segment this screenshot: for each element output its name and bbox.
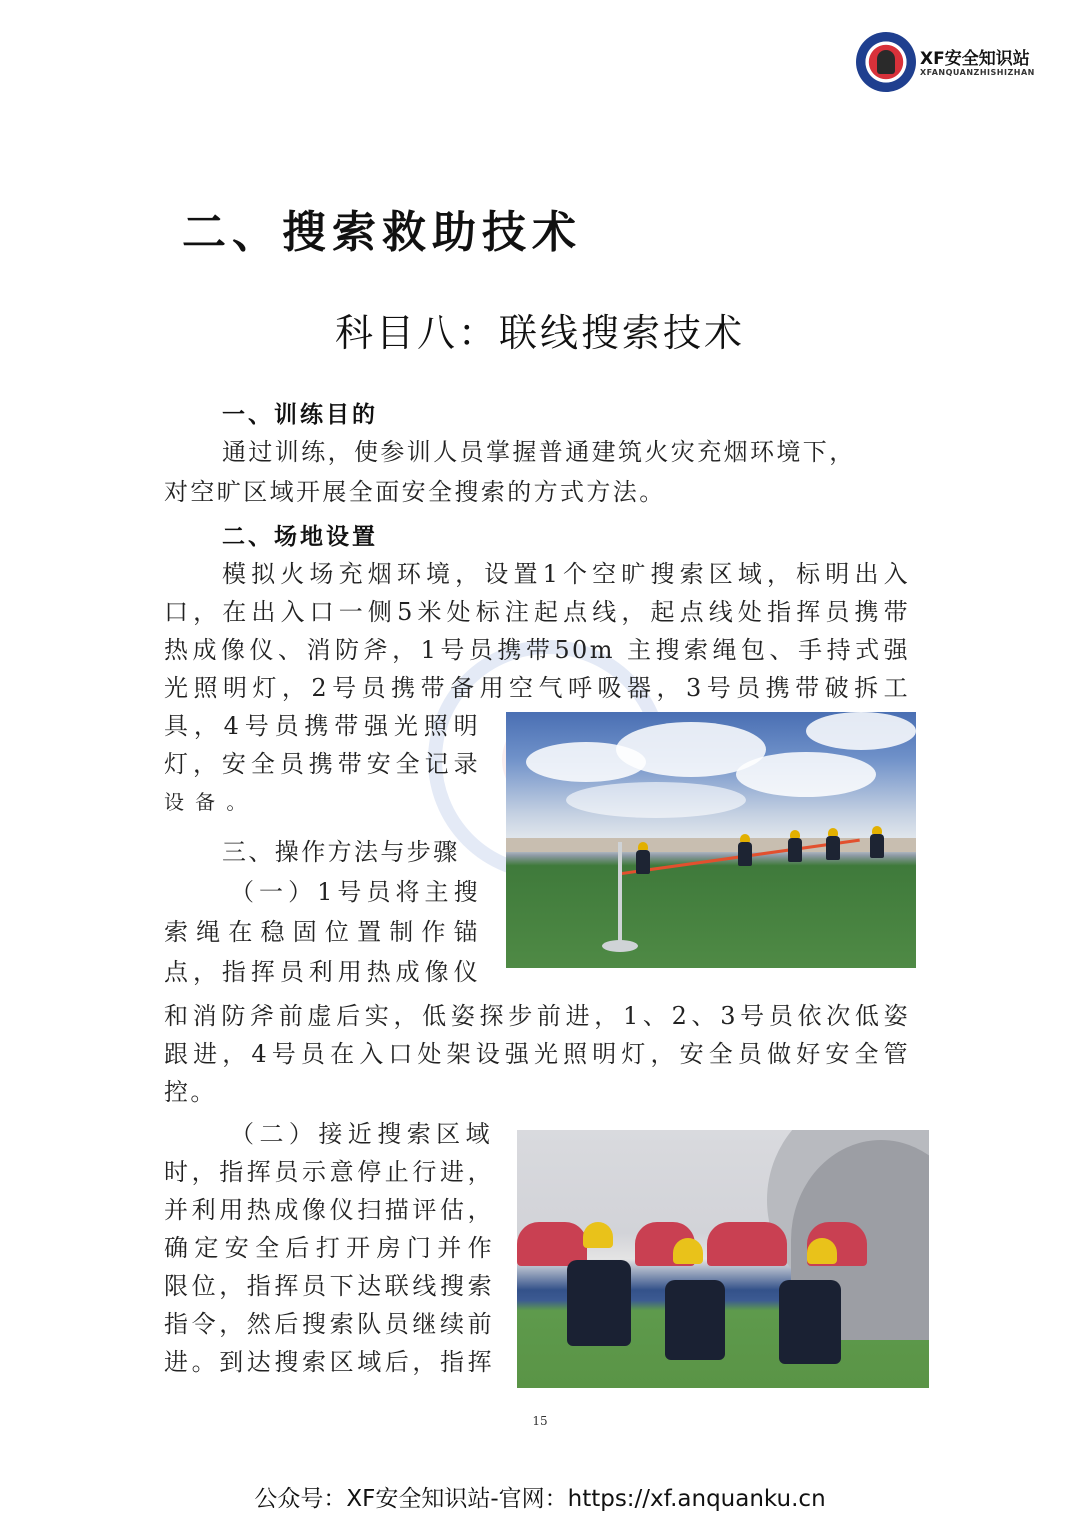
paragraph-line: （一）1号员将主搜 — [230, 878, 480, 906]
footer-source: 公众号：XF安全知识站-官网：https://xf.anquanku.cn — [254, 1486, 826, 1512]
paragraph-line: 点，指挥员利用热成像仪 — [164, 958, 480, 986]
chapter-title: 二、搜索救助技术 — [182, 207, 582, 258]
site-logo — [856, 32, 1056, 92]
firefighters-search-photo — [517, 1130, 929, 1388]
paragraph-line: 和消防斧前虚后实，低姿探步前进，1、2、3号员依次低姿 — [164, 1002, 910, 1030]
paragraph-line: 时，指挥员示意停止行进， — [164, 1158, 494, 1186]
paragraph-line: 通过训练，使参训人员掌握普通建筑火灾充烟环境下， — [222, 438, 856, 466]
paragraph-line: 进。到达搜索区域后，指挥 — [164, 1348, 494, 1376]
firefighter-badge-icon — [856, 32, 916, 92]
paragraph-line: （二）接近搜索区域 — [230, 1120, 492, 1148]
paragraph-line: 索绳在稳固位置制作锚 — [164, 918, 480, 946]
paragraph-line: 指令，然后搜索队员继续前 — [164, 1310, 494, 1338]
paragraph-line: 灯，安全员携带安全记录 — [164, 750, 480, 778]
subject-title: 科目八：联线搜索技术 — [334, 311, 745, 355]
paragraph-line: 模拟火场充烟环境，设置1个空旷搜索区域，标明出入 — [222, 560, 910, 588]
logo-brand-name: XF安全知识站 — [920, 49, 1030, 69]
paragraph-line: 具，4号员携带强光照明 — [164, 712, 480, 740]
section-heading-purpose: 一、训练目的 — [222, 401, 378, 428]
section-heading-steps: 三、操作方法与步骤 — [222, 838, 460, 866]
page-number: 15 — [532, 1414, 548, 1428]
logo-brand-pinyin: XFANQUANZHISHIZHAN — [920, 68, 1035, 77]
paragraph-line: 限位，指挥员下达联线搜索 — [164, 1272, 494, 1300]
section-heading-site: 二、场地设置 — [222, 523, 378, 550]
paragraph-line: 光照明灯，2号员携带备用空气呼吸器，3号员携带破拆工 — [164, 674, 910, 702]
paragraph-line: 热成像仪、消防斧，1号员携带50m 主搜索绳包、手持式强 — [164, 636, 910, 664]
paragraph-line: 并利用热成像仪扫描评估， — [164, 1196, 494, 1224]
paragraph-line: 跟进，4号员在入口处架设强光照明灯，安全员做好安全管 — [164, 1040, 910, 1068]
paragraph-line: 设 备 。 — [164, 790, 249, 814]
paragraph-line: 口，在出入口一侧5米处标注起点线，起点线处指挥员携带 — [164, 598, 910, 626]
training-field-photo — [506, 712, 916, 968]
paragraph-line: 控。 — [164, 1078, 217, 1106]
paragraph-line: 对空旷区域开展全面安全搜索的方式方法。 — [164, 478, 666, 506]
paragraph-line: 确定安全后打开房门并作 — [164, 1234, 494, 1262]
